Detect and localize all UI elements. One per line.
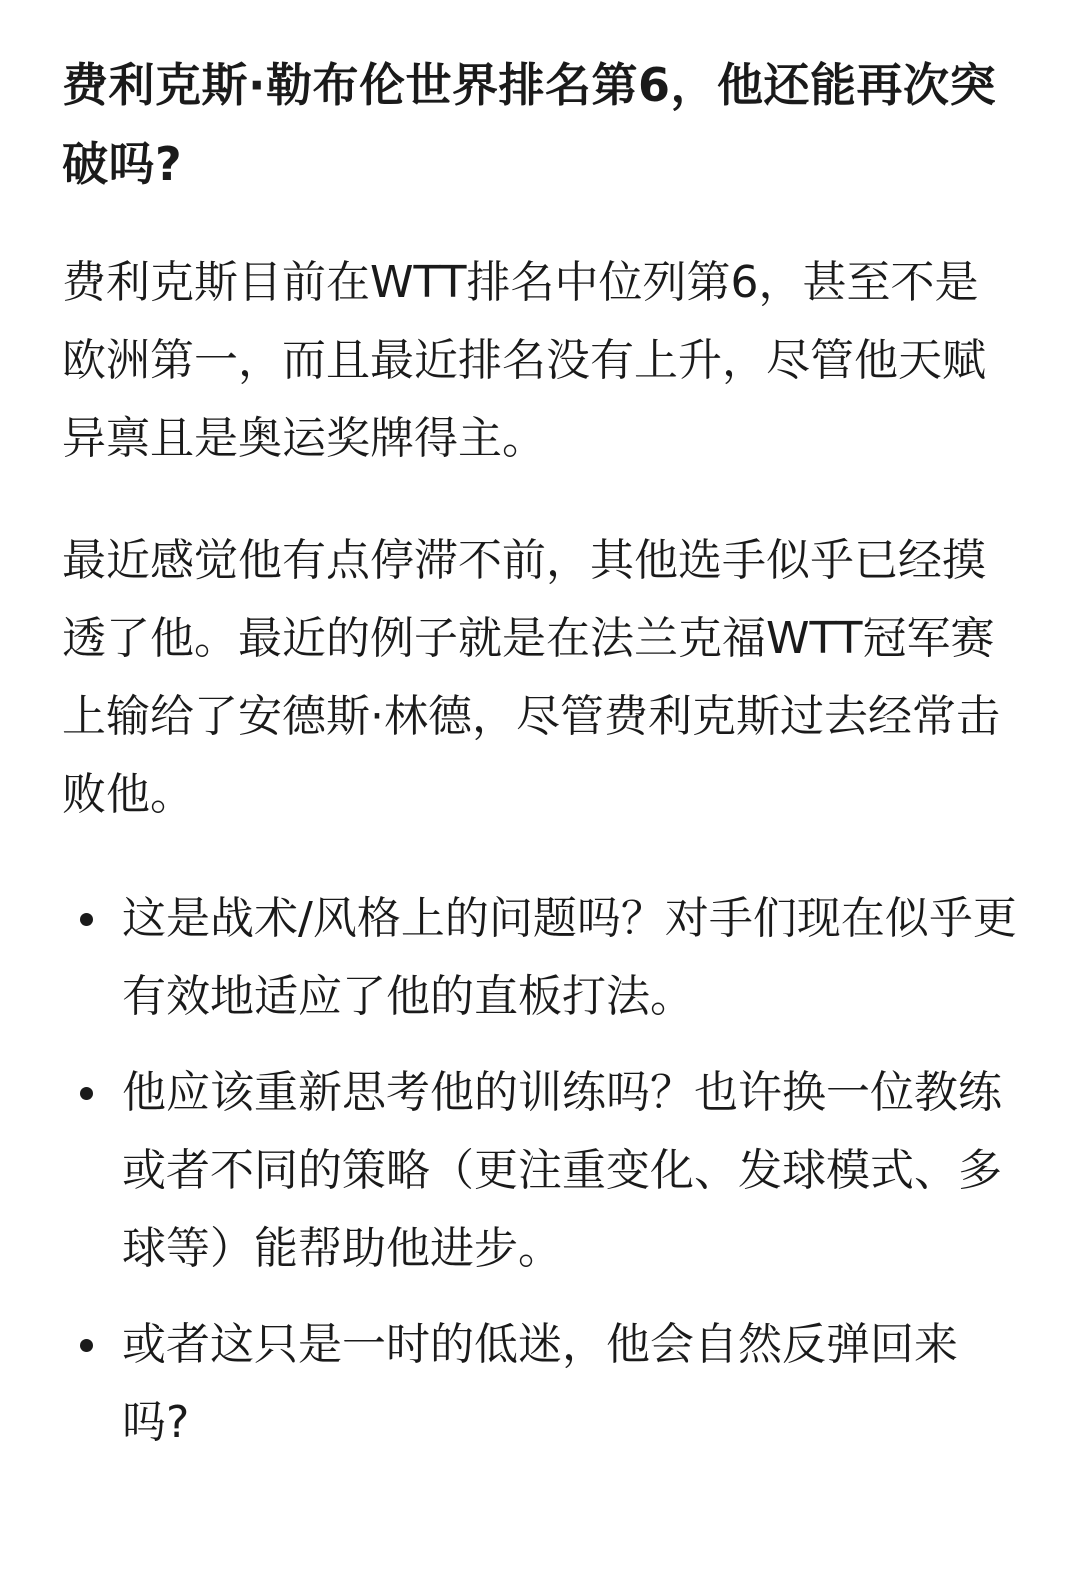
article-title: 费利克斯·勒布伦世界排名第6，他还能再次突破吗? xyxy=(62,58,996,191)
list-item-text: 这是战术/风格上的问题吗？对手们现在似乎更有效地适应了他的直板打法。 xyxy=(122,893,1017,1022)
paragraph-stagnation: 最近感觉他有点停滞不前，其他选手似乎已经摸透了他。最近的例子就是在法兰克福WTT冠军赛上输给了安德斯·林德，尽管费利克斯过去经常击败他。 xyxy=(62,535,1000,820)
bullet-icon xyxy=(80,1339,93,1352)
list-item-text: 或者这只是一时的低迷，他会自然反弹回来吗? xyxy=(122,1319,958,1448)
list-item-text: 他应该重新思考他的训练吗？也许换一位教练或者不同的策略（更注重变化、发球模式、多球等）能帮助他进步。 xyxy=(122,1067,1002,1274)
paragraph-ranking: 费利克斯目前在WTT排名中位列第6，甚至不是欧洲第一，而且最近排名没有上升，尽管他天赋异禀且是奥运奖牌得主。 xyxy=(62,257,986,464)
list-item xyxy=(62,880,1022,1036)
list-item xyxy=(62,1306,1022,1462)
bullet-icon xyxy=(80,913,93,926)
bullet-icon xyxy=(80,1087,93,1100)
question-list xyxy=(62,880,1022,1462)
article xyxy=(62,46,1022,1480)
list-item xyxy=(62,1054,1022,1288)
